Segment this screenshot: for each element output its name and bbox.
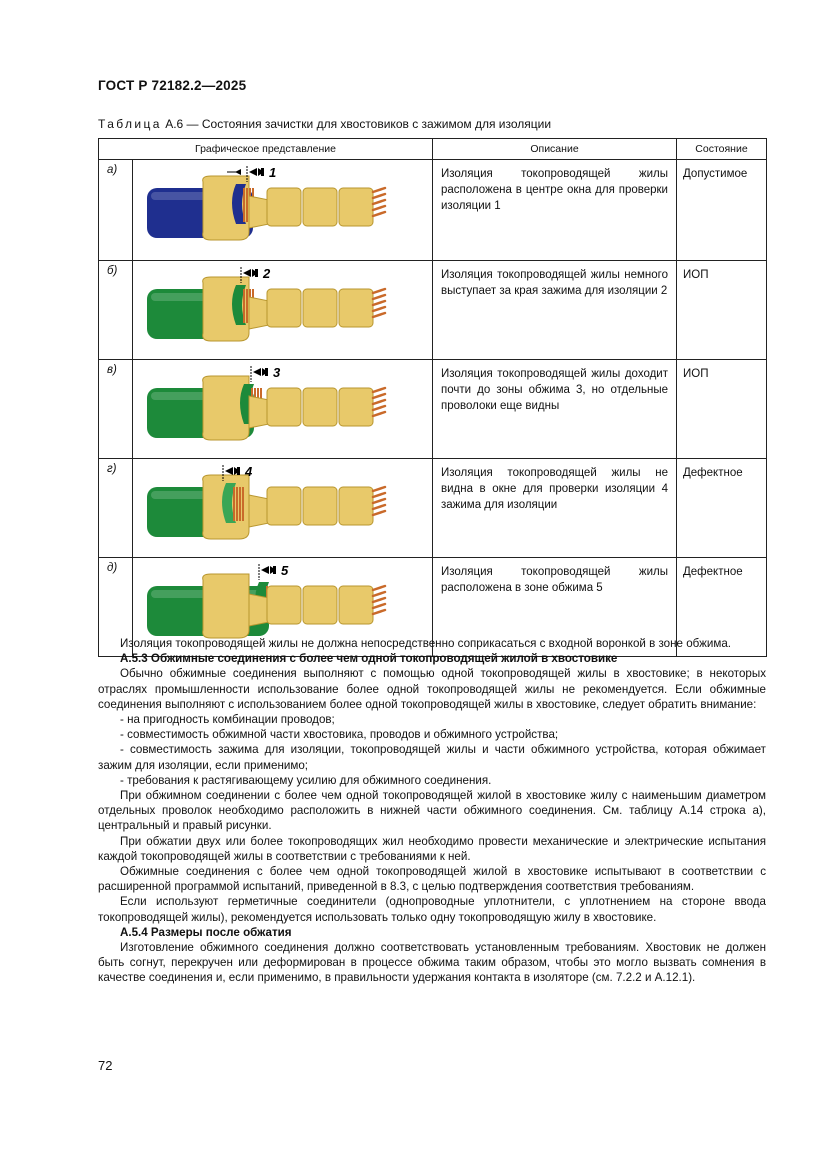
table-row xyxy=(99,360,767,459)
dimension-arrow xyxy=(243,269,251,277)
conductor-tip-strand xyxy=(373,400,385,404)
dimension-arrow xyxy=(253,368,261,376)
marker-number: 3 xyxy=(273,366,281,380)
row-description: Изоляция токопроводящей жилы доходит почти до зоны обжима 3, но отдельные проволоки еще видны xyxy=(433,360,677,459)
strip-conditions-table xyxy=(98,138,767,657)
crimp-barrel-segment xyxy=(303,487,337,525)
body-text xyxy=(98,636,766,986)
row-state: ИОП xyxy=(677,360,767,459)
conductor-tip-strand xyxy=(373,301,385,305)
conductor-tip-strand xyxy=(373,394,385,398)
crimp-terminal-illustration xyxy=(141,267,431,351)
conductor-tip-strand xyxy=(373,388,385,392)
conductor-tip-strand xyxy=(373,493,385,497)
row-label: а) xyxy=(99,160,133,261)
conductor-tip-strand xyxy=(373,604,385,608)
list-item: - требования к растягивающему усилию для обжимного соединения. xyxy=(120,773,492,787)
column-header-description: Описание xyxy=(433,139,677,160)
row-description: Изоляция токопроводящей жилы немного выступает за края зажима для изоляции 2 xyxy=(433,261,677,360)
terminal-illustration-cell xyxy=(133,261,433,360)
terminal-illustration-cell xyxy=(133,160,433,261)
dimension-arrow xyxy=(225,467,233,475)
crimp-barrel-segment xyxy=(339,586,373,624)
table-row xyxy=(99,160,767,261)
conductor-tip-strand xyxy=(373,313,385,317)
crimp-barrel-segment xyxy=(303,188,337,226)
crimp-barrel-segment xyxy=(267,487,301,525)
list-item: - совместимость зажима для изоляции, токопроводящей жилы и части обжимного устройства, которая обжимает зажим для изоляции, если применимо; xyxy=(98,743,766,772)
conductor-tip-strand xyxy=(373,499,385,503)
row-description: Изоляция токопроводящей жилы не видна в окне для проверки изоляции 4 зажима для изоляции xyxy=(433,459,677,558)
table-row xyxy=(99,459,767,558)
table-caption xyxy=(98,117,551,131)
terminal-neck xyxy=(249,594,269,626)
conductor-tip-strand xyxy=(373,487,385,491)
crimp-barrel-segment xyxy=(339,487,373,525)
dimension-arrow xyxy=(249,168,257,176)
row-label: д) xyxy=(99,558,133,657)
row-state: Дефектное xyxy=(677,459,767,558)
crimp-barrel-segment xyxy=(339,289,373,327)
crimp-terminal-illustration xyxy=(141,465,431,549)
marker-number: 2 xyxy=(263,267,271,281)
terminal-neck xyxy=(249,297,269,329)
row-state: ИОП xyxy=(677,261,767,360)
list-item: - совместимость обжимной части хвостовика, проводов и обжимного устройства; xyxy=(120,728,559,742)
list-item: - на пригодность комбинации проводов; xyxy=(120,713,335,727)
conductor-tip-strand xyxy=(373,194,385,198)
marker-number: 5 xyxy=(281,564,289,578)
conductor-tip-strand xyxy=(373,289,385,293)
row-label: г) xyxy=(99,459,133,558)
conductor-tip-strand xyxy=(373,212,385,216)
row-state: Допустимое xyxy=(677,160,767,261)
marker-number: 4 xyxy=(245,465,253,479)
crimp-barrel-segment xyxy=(267,289,301,327)
crimp-barrel-segment xyxy=(339,188,373,226)
conductor-tip-strand xyxy=(373,598,385,602)
terminal-neck xyxy=(249,196,269,228)
row-state: Дефектное xyxy=(677,558,767,657)
page-number: 72 xyxy=(98,1058,113,1073)
conductor-tip-strand xyxy=(373,505,385,509)
paragraph: Обжимные соединения с более чем одной токопроводящей жилой в хвостовике испытывают в соответствии с расширенной программой испытаний, приведенной в 8.3, с целью подтверждения соответствия требованиям. xyxy=(98,865,766,894)
crimp-barrel-segment xyxy=(267,586,301,624)
paragraph: Изготовление обжимного соединения должно соответствовать установленным требованиям. Хвостовик не должен быть согнут, перекручен или деформирован в процессе обжима таким образом, чтобы это могло вызвать сомнения в качестве соединения и, если применимо, в правильности удержания контакта в изоляторе (см. 7.2.2 и А.12.1). xyxy=(98,941,766,985)
conductor-tip-strand xyxy=(373,295,385,299)
row-label: в) xyxy=(99,360,133,459)
conductor-tip-strand xyxy=(373,307,385,311)
crimp-terminal-illustration xyxy=(141,366,431,450)
paragraph: Если используют герметичные соединители (однопроводные уплотнители, с уплотнением на стороне ввода токопроводящей жилы), рекомендуется использовать только одну токопроводящую жилу в хвостовике. xyxy=(98,895,766,924)
conductor-tip-strand xyxy=(373,610,385,614)
terminal-neck xyxy=(249,495,269,527)
paragraph: Изоляция токопроводящей жилы не должна непосредственно соприкасаться с входной воронкой в зоне обжима. xyxy=(120,637,732,650)
conductor-tip-strand xyxy=(373,511,385,515)
terminal-illustration-cell xyxy=(133,459,433,558)
conductor-tip-strand xyxy=(373,188,385,192)
crimp-barrel-segment xyxy=(303,388,337,426)
dimension-arrow xyxy=(261,566,269,574)
crimp-terminal-illustration xyxy=(141,166,431,250)
conductor-tip-strand xyxy=(373,412,385,416)
conductor-tip-strand xyxy=(373,586,385,590)
conductor-tip-strand xyxy=(373,206,385,210)
table-header-row xyxy=(99,139,767,160)
column-header-graphic: Графическое представление xyxy=(99,139,433,160)
crimp-barrel-segment xyxy=(267,388,301,426)
crimp-barrel-segment xyxy=(303,289,337,327)
row-label: б) xyxy=(99,261,133,360)
table-caption-text: А.6 — Состояния зачистки для хвостовиков с зажимом для изоляции xyxy=(165,117,552,131)
conductor-tip-strand xyxy=(373,406,385,410)
document-id: ГОСТ Р 72182.2—2025 xyxy=(98,78,247,93)
marker-number: 1 xyxy=(269,166,277,180)
column-header-state: Состояние xyxy=(677,139,767,160)
section-heading-a54: А.5.4 Размеры после обжатия xyxy=(120,925,292,939)
terminal-illustration-cell xyxy=(133,360,433,459)
conductor-tip-strand xyxy=(373,200,385,204)
paragraph: При обжатии двух или более токопроводящих жил необходимо провести механические и электрические испытания каждой токопроводящей жилы в соответствии с требованиями к ней. xyxy=(98,834,766,863)
crimp-barrel-segment xyxy=(303,586,337,624)
row-description: Изоляция токопроводящей жилы расположена в центре окна для проверки изоляции 1 xyxy=(433,160,677,261)
crimp-barrel-segment xyxy=(267,188,301,226)
section-heading-a53: А.5.3 Обжимные соединения с более чем одной токопроводящей жилой в хвостовике xyxy=(120,652,618,666)
row-description: Изоляция токопроводящей жилы расположена в зоне обжима 5 xyxy=(433,558,677,657)
conductor-tip-strand xyxy=(373,592,385,596)
insulation-clamp xyxy=(203,574,249,638)
terminal-neck xyxy=(249,396,269,428)
paragraph: При обжимном соединении с более чем одной токопроводящей жилой в хвостовике жилу с наименьшим диаметром отдельных проволок необходимо расположить в нижней части обжимного соединения. См. таблицу А.14 строка а), центральный и правый рисунки. xyxy=(98,789,766,833)
table-caption-prefix: Таблица xyxy=(98,117,162,131)
table-row xyxy=(99,261,767,360)
crimp-barrel-segment xyxy=(339,388,373,426)
paragraph: Обычно обжимные соединения выполняют с помощью одной токопроводящей жилы в хвостовике; в некоторых отраслях промышленности использование более одной токопроводящей жилы не рекомендуется. Если обжимные соединения выполняют с использованием более одной токопроводящей жилы в хвостовике, следует обратить внимание: xyxy=(98,667,766,711)
